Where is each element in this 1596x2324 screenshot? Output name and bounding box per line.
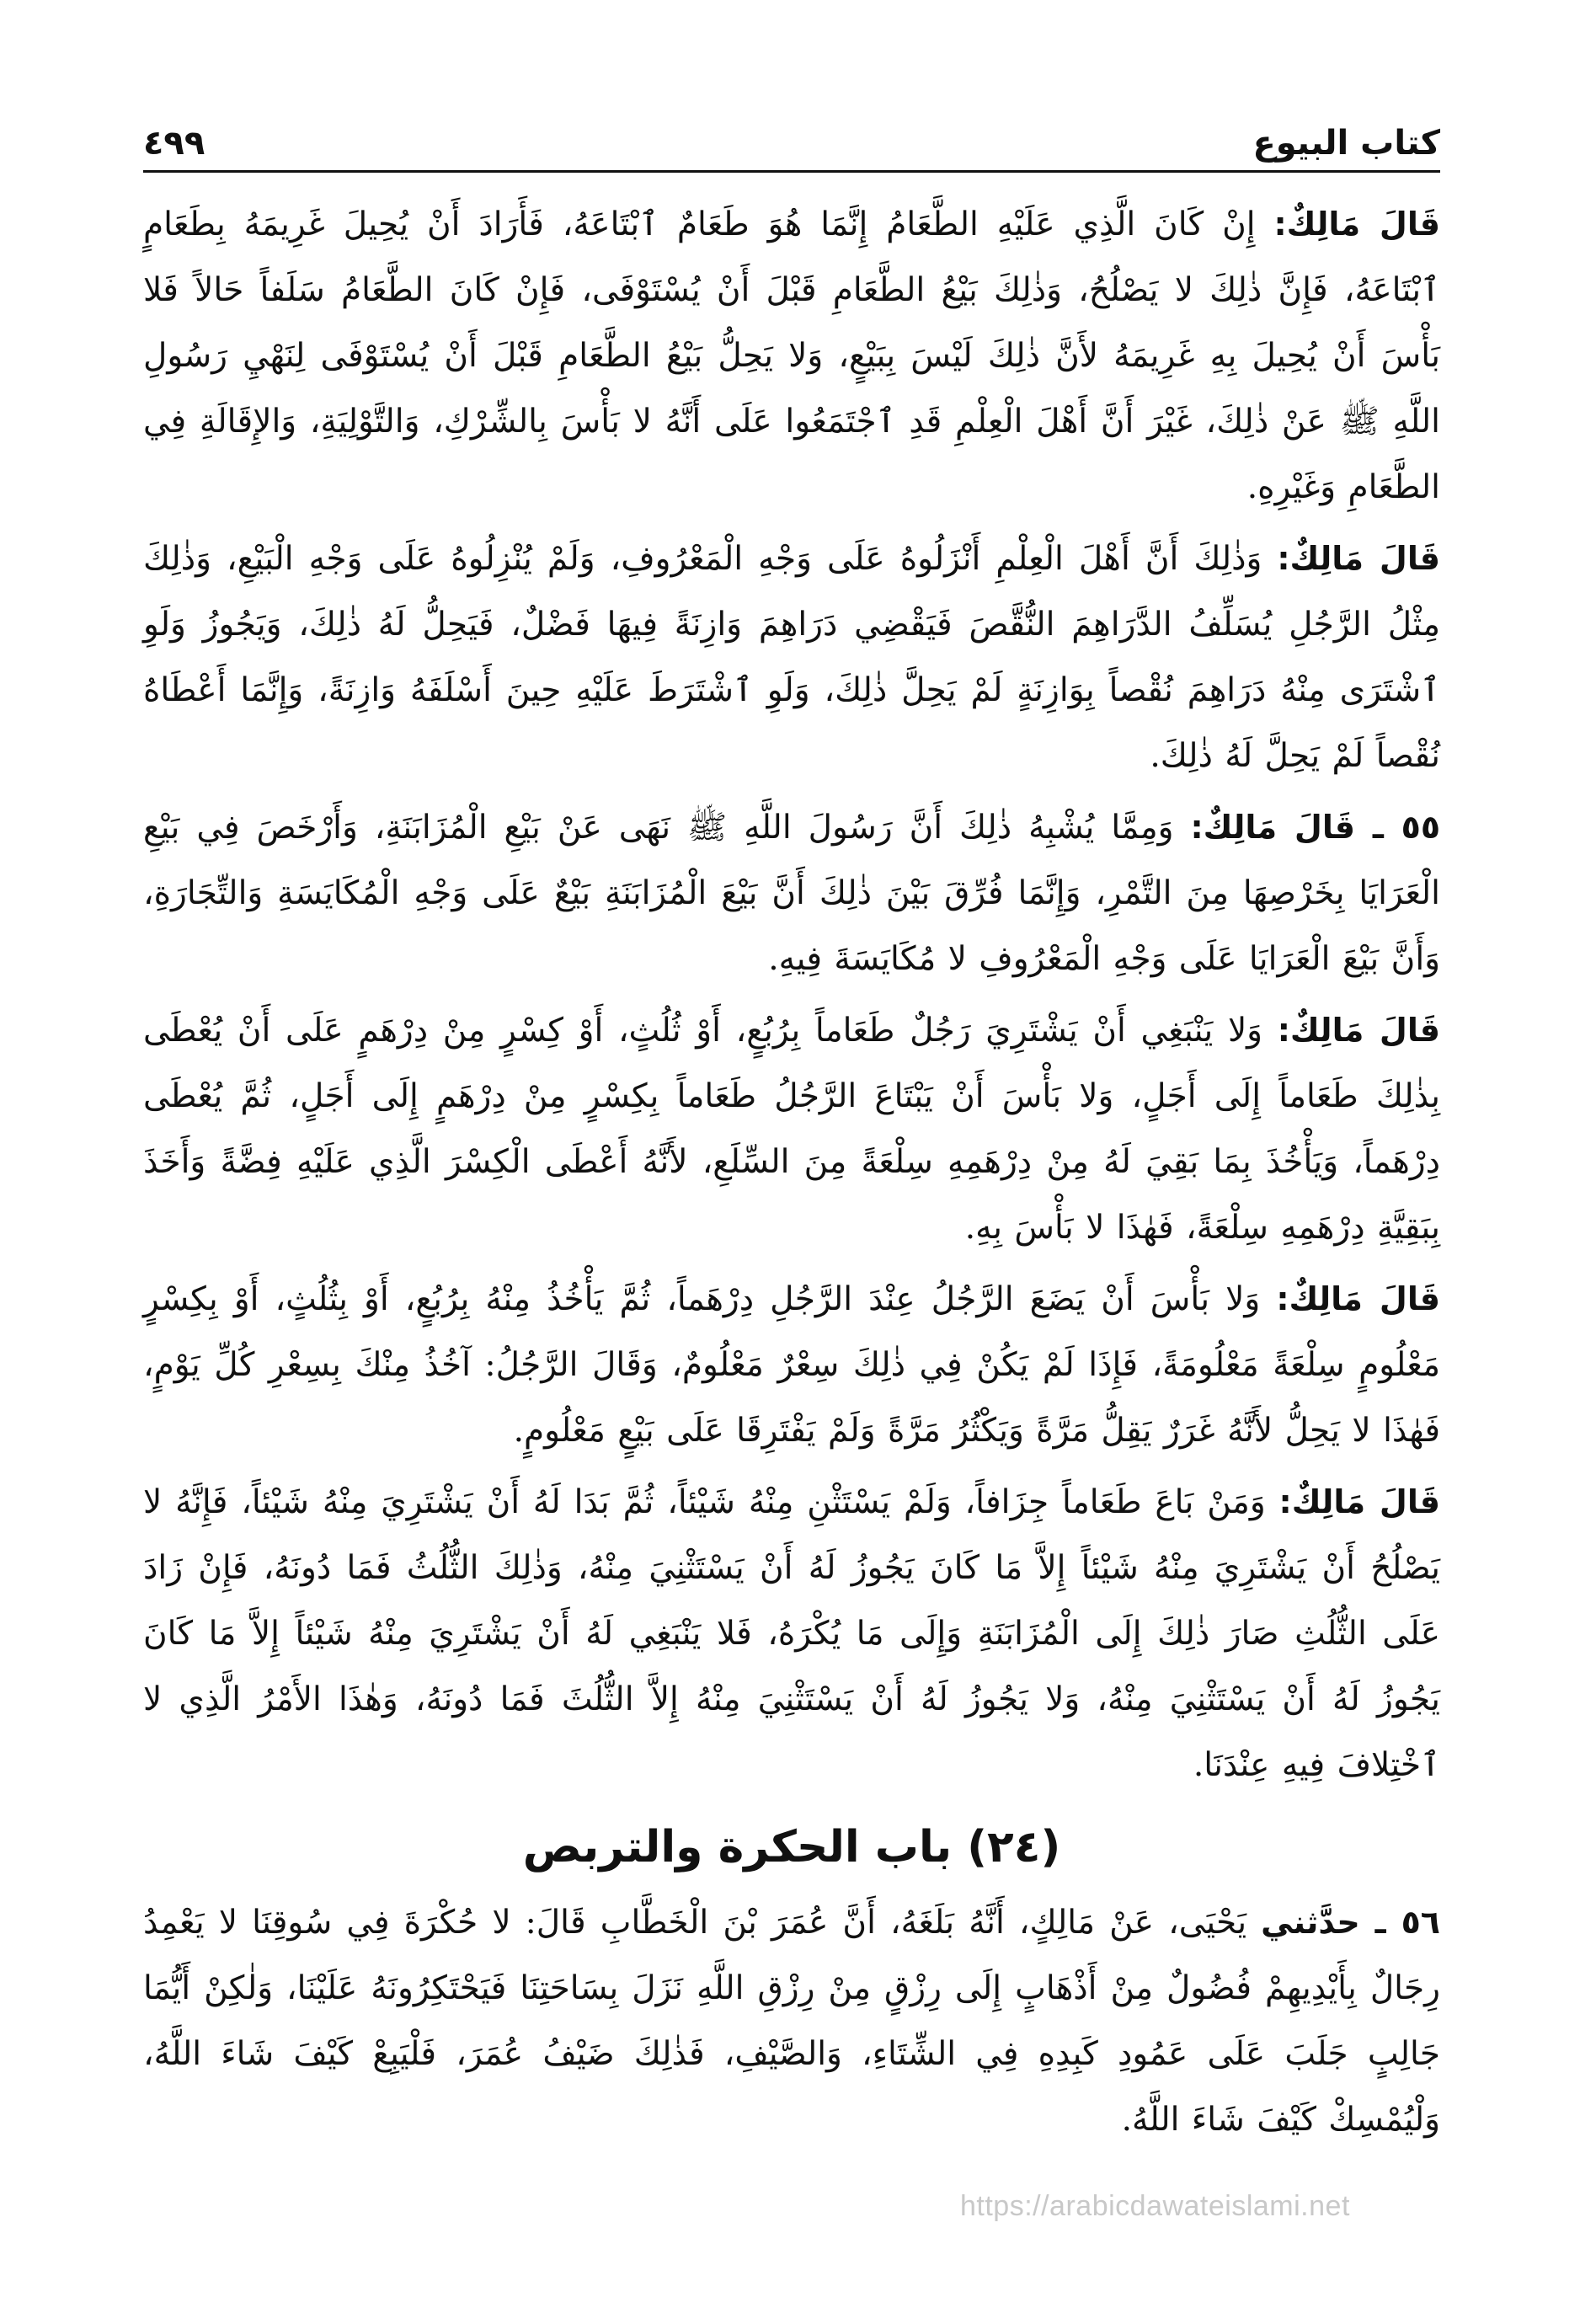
paragraph-text: إِنْ كَانَ الَّذِي عَلَيْهِ الطَّعَامُ إِنَّمَا هُوَ طَعَامٌ ٱبْتَاعَهُ، فَأَرَادَ أَنْ يُحِيلَ غَرِيمَهُ بِطَعَامٍ ٱبْتَاعَهُ، فَإِنَّ ذٰلِكَ لا يَصْلُحُ، وَذٰلِكَ بَيْعُ الطَّعَامِ قَبْلَ أَنْ يُسْتَوْفَى، فَإِنْ كَانَ الطَّعَامُ سَلَفاً حَالاً فَلا بَأْسَ أَنْ يُحِيلَ بِهِ غَرِيمَهُ لأَنَّ ذٰلِكَ لَيْسَ بِبَيْعٍ، وَلا يَحِلُّ بَيْعُ الطَّعَامِ قَبْلَ أَنْ يُسْتَوْفَى لِنَهْيِ رَسُولِ اللَّهِ ﷺ عَنْ ذٰلِكَ، غَيْرَ أَنَّ أَهْلَ الْعِلْمِ قَدِ ٱجْتَمَعُوا عَلَى أَنَّهُ لا بَأْسَ بِالشِّرْكِ، وَالتَّوْلِيَةِ، وَالإِقَالَةِ فِي الطَّعَامِ وَغَيْرِهِ. — [143, 206, 1440, 506]
paragraph-text: وَلا يَنْبَغِي أَنْ يَشْتَرِيَ رَجُلٌ طَعَاماً بِرُبُعٍ، أَوْ ثُلُثٍ، أَوْ كِسْرٍ مِنْ دِرْهَمٍ عَلَى أَنْ يُعْطَى بِذٰلِكَ طَعَاماً إِلَى أَجَلٍ، وَلا بَأْسَ أَنْ يَبْتَاعَ الرَّجُلُ طَعَاماً بِكِسْرٍ مِنْ دِرْهَمٍ إِلَى أَجَلٍ، ثُمَّ يُعْطَى دِرْهَماً، وَيَأْخُذَ بِمَا بَقِيَ لَهُ مِنْ دِرْهَمِهِ سِلْعَةً مِنَ السِّلَعِ، لأَنَّهُ أَعْطَى الْكِسْرَ الَّذِي عَلَيْهِ فِضَّةً وَأَخَذَ بِبَقِيَّةِ دِرْهَمِهِ سِلْعَةً، فَهٰذَا لا بَأْسَ بِهِ. — [143, 1012, 1440, 1247]
paragraph-text: وَمِمَّا يُشْبِهُ ذٰلِكَ أَنَّ رَسُولَ اللَّهِ ﷺ نَهَى عَنْ بَيْعِ الْمُزَابَنَةِ، وَأَرْخَصَ فِي بَيْعِ الْعَرَايَا بِخَرْصِهَا مِنَ التَّمْرِ، وَإِنَّمَا فُرِّقَ بَيْنَ ذٰلِكَ أَنَّ بَيْعَ الْمُزَابَنَةِ بَيْعٌ عَلَى وَجْهِ الْمُكَايَسَةِ وَالتِّجَارَةِ، وَأَنَّ بَيْعَ الْعَرَايَا عَلَى وَجْهِ الْمَعْرُوفِ لا مُكَايَسَةَ فِيهِ. — [143, 809, 1440, 978]
paragraph-lead: قَالَ مَالِكٌ: — [1273, 206, 1440, 243]
paragraph-lead: قَالَ مَالِكٌ: — [1277, 540, 1440, 577]
chapter-title: كتاب البيوع — [1252, 124, 1440, 163]
paragraph — [143, 526, 1440, 789]
paragraph — [143, 1889, 1440, 2153]
section-heading: (٢٤) باب الحكرة والتربص — [522, 1822, 1061, 1873]
paragraph-lead: ٥٦ ـ حدَّثني — [1261, 1904, 1440, 1941]
paragraph-text: وَذٰلِكَ أَنَّ أَهْلَ الْعِلْمِ أَنْزَلُوهُ عَلَى وَجْهِ الْمَعْرُوفِ، وَلَمْ يُنْزِلُوهُ عَلَى وَجْهِ الْبَيْعِ، وَذٰلِكَ مِثْلُ الرَّجُلِ يُسَلِّفُ الدَّرَاهِمَ النُّقَّصَ فَيَقْضِي دَرَاهِمَ وَازِنَةً فِيهَا فَضْلٌ، فَيَحِلُّ لَهُ ذٰلِكَ، وَيَجُوزُ وَلَوِ ٱشْتَرَى مِنْهُ دَرَاهِمَ نُقْصاً بِوَازِنَةٍ لَمْ يَحِلَّ ذٰلِكَ، وَلَوِ ٱشْتَرَطَ عَلَيْهِ حِينَ أَسْلَفَهُ وَازِنَةً، وَإِنَّمَا أَعْطَاهُ نُقْصاً لَمْ يَحِلَّ لَهُ ذٰلِكَ. — [143, 540, 1440, 775]
paragraph-lead: قَالَ مَالِكٌ: — [1278, 1483, 1440, 1520]
paragraph-text: وَلا بَأْسَ أَنْ يَضَعَ الرَّجُلُ عِنْدَ الرَّجُلِ دِرْهَماً، ثُمَّ يَأْخُذُ مِنْهُ بِرُبُعٍ، أَوْ بِثُلُثٍ، أَوْ بِكِسْرٍ مَعْلُومٍ سِلْعَةً مَعْلُومَةً، فَإِذَا لَمْ يَكُنْ فِي ذٰلِكَ سِعْرٌ مَعْلُومٌ، وَقَالَ الرَّجُلُ: آخُذُ مِنْكَ بِسِعْرِ كُلِّ يَوْمٍ، فَهٰذَا لا يَحِلُّ لأَنَّهُ غَرَرٌ يَقِلُّ مَرَّةً وَيَكْثُرُ مَرَّةً وَلَمْ يَفْتَرِقَا عَلَى بَيْعٍ مَعْلُومٍ. — [143, 1280, 1440, 1450]
paragraph — [143, 794, 1440, 992]
watermark-url: https://arabicdawateislami.net — [960, 2190, 1350, 2222]
page-content — [143, 191, 1440, 2153]
paragraph-lead: قَالَ مَالِكٌ: — [1276, 1280, 1440, 1317]
page-number: ٤٩٩ — [143, 124, 206, 163]
paragraph-text: وَمَنْ بَاعَ طَعَاماً جِزَافاً، وَلَمْ يَسْتَثْنِ مِنْهُ شَيْئاً، ثُمَّ بَدَا لَهُ أَنْ يَشْتَرِيَ مِنْهُ شَيْئاً، فَإِنَّهُ لا يَصْلُحُ أَنْ يَشْتَرِيَ مِنْهُ شَيْئاً إِلاَّ مَا كَانَ يَجُوزُ لَهُ أَنْ يَسْتَثْنِيَ مِنْهُ، وَذٰلِكَ الثُّلُثُ فَمَا دُونَهُ، فَإِنْ زَادَ عَلَى الثُّلُثِ صَارَ ذٰلِكَ إِلَى الْمُزَابَنَةِ وَإِلَى مَا يُكْرَهُ، فَلا يَنْبَغِي لَهُ أَنْ يَشْتَرِيَ مِنْهُ شَيْئاً إِلاَّ مَا كَانَ يَجُوزُ لَهُ أَنْ يَسْتَثْنِيَ مِنْهُ، وَلا يَجُوزُ لَهُ أَنْ يَسْتَثْنِيَ مِنْهُ إِلاَّ الثُّلُثَ فَمَا دُونَهُ، وَهٰذَا الأَمْرُ الَّذِي لا ٱخْتِلافَ فِيهِ عِنْدَنَا. — [143, 1483, 1440, 1784]
paragraph — [143, 191, 1440, 521]
paragraph-lead: قَالَ مَالِكٌ: — [1277, 1012, 1441, 1049]
paragraph — [143, 1266, 1440, 1464]
paragraph-text: يَحْيَى، عَنْ مَالِكٍ، أَنَّهُ بَلَغَهُ، أَنَّ عُمَرَ بْنَ الْخَطَّابِ قَالَ: لا حُكْرَةَ فِي سُوقِنَا لا يَعْمِدُ رِجَالٌ بِأَيْدِيهِمْ فُضُولٌ مِنْ أَذْهَابٍ إِلَى رِزْقٍ مِنْ رِزْقِ اللَّهِ نَزَلَ بِسَاحَتِنَا فَيَحْتَكِرُونَهُ عَلَيْنَا، وَلٰكِنْ أَيُّمَا جَالِبٍ جَلَبَ عَلَى عَمُودِ كَبِدِهِ فِي الشِّتَاءِ، وَالصَّيْفِ، فَذٰلِكَ ضَيْفُ عُمَرَ، فَلْيَبِعْ كَيْفَ شَاءَ اللَّهُ، وَلْيُمْسِكْ كَيْفَ شَاءَ اللَّهُ. — [143, 1904, 1440, 2139]
paragraph — [143, 1469, 1440, 1798]
paragraph-lead: ٥٥ ـ قَالَ مَالِكٌ: — [1190, 809, 1441, 846]
running-header — [143, 101, 1440, 173]
paragraph — [143, 997, 1440, 1261]
